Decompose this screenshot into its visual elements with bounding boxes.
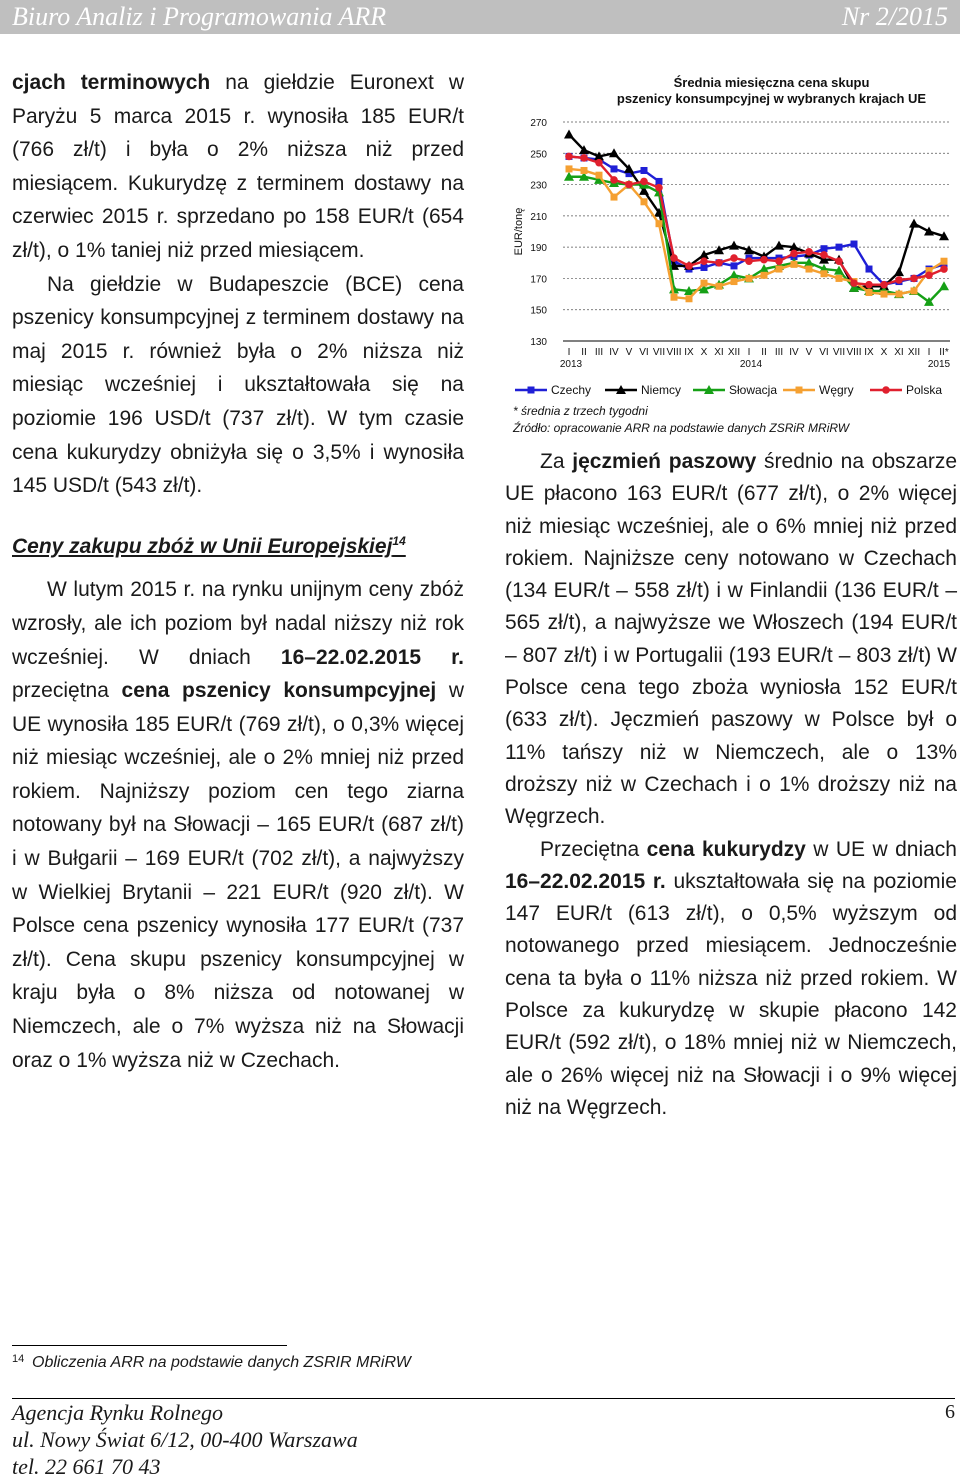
text-run: W lutym 2015 r. na rynku unijnym ceny zbóż wzrosły, ale ich poziom był nadal niższy niż rok wcześniej. W dniach [12, 578, 464, 669]
legend-label: Czechy [551, 383, 592, 397]
data-point [850, 279, 858, 287]
x-tick-label: VIII [666, 347, 682, 358]
x-tick-label: X [700, 347, 708, 358]
legend-label: Słowacja [729, 383, 778, 397]
data-point [685, 262, 693, 270]
data-point [909, 219, 919, 228]
data-point [581, 167, 588, 174]
section-title-text: Ceny zakupu zbóż w Unii Europejskiej [12, 534, 393, 558]
data-point [670, 254, 678, 262]
data-point [910, 275, 918, 283]
data-point [701, 264, 708, 271]
x-tick-label: IV [609, 347, 619, 358]
data-point [882, 386, 890, 394]
data-point [610, 176, 618, 184]
footnote-text: Obliczenia ARR na podstawie danych ZSRIR MRiRW [32, 1354, 411, 1371]
page-footer [12, 1399, 955, 1480]
data-point [729, 241, 739, 250]
data-point [851, 241, 858, 248]
x-tick-label: VIII [846, 347, 862, 358]
data-point [746, 275, 753, 282]
footer-phone: tel. 22 661 70 43 [12, 1454, 161, 1479]
data-point [894, 267, 904, 276]
issue-number: Nr 2/2015 [841, 2, 948, 31]
data-point [821, 245, 828, 252]
wheat-price-chart [505, 60, 960, 440]
data-point [731, 262, 738, 269]
data-point [791, 261, 798, 268]
paragraph-barley [505, 446, 957, 834]
x-tick-label: IV [789, 347, 799, 358]
data-point [835, 257, 843, 265]
footer-agency: Agencja Rynku Rolnego [12, 1400, 223, 1425]
data-point [655, 184, 663, 192]
data-point [821, 270, 828, 277]
y-tick-label: 210 [530, 211, 547, 223]
x-tick-label: VI [819, 347, 829, 358]
data-point [565, 153, 573, 161]
data-point [715, 259, 723, 267]
data-point [671, 294, 678, 301]
x-tick-label: V [805, 347, 813, 358]
header-title: Biuro Analiz i Programowania ARR [12, 2, 387, 31]
text-run: cjach terminowych [12, 71, 211, 94]
data-point [866, 266, 873, 273]
paragraph-euronext [12, 66, 464, 268]
x-tick-label: VII [652, 347, 666, 358]
data-point [820, 251, 828, 259]
data-point [836, 244, 843, 251]
page-header [0, 0, 960, 34]
footnote-ref: 14 [392, 533, 406, 548]
y-tick-label: 170 [530, 274, 547, 286]
x-tick-label: II [761, 347, 767, 358]
data-point [790, 250, 798, 258]
text-run: Przeciętna [540, 837, 647, 861]
data-point [776, 266, 783, 273]
data-point [656, 220, 663, 227]
footnote-divider [12, 1345, 287, 1346]
x-tick-label: III [594, 347, 604, 358]
text-run: cena pszenicy konsumpcyjnej [121, 679, 437, 703]
chart-svg [505, 60, 960, 440]
data-point [796, 387, 803, 394]
data-point [528, 387, 535, 394]
data-point [640, 178, 648, 186]
data-point [701, 280, 708, 287]
legend-label: Niemcy [641, 383, 682, 397]
data-point [836, 275, 843, 282]
footer-address: ul. Nowy Świat 6/12, 00-400 Warszawa [12, 1427, 358, 1452]
year-label: 2014 [739, 359, 763, 370]
series-line [569, 169, 944, 299]
data-point [731, 278, 738, 285]
legend-label: Polska [906, 383, 943, 397]
x-tick-label: XI [714, 347, 724, 358]
year-label: 2013 [559, 359, 583, 370]
left-column [12, 66, 464, 1077]
data-point [564, 130, 574, 139]
x-tick-label: II [581, 347, 587, 358]
right-column [505, 446, 957, 1124]
text-run: średnio na obszarze UE płacono 163 EUR/t (677 zł/t), o 2% więcej niż miesiąc wcześniej, ale o 6% mniej niż przed rokiem. Najniższe ceny notowano w Czechach (134 EUR/t – 558 zł/t) i w Finlandii (136 EUR/t – 565 zł/t), a najwyższe we Włoszech (194 EUR/t – 807 zł/t) i w Portugalii (193 EUR/t – 803 zł/t) W Polsce cena tego zboża wyniosła 152 EUR/t (633 zł/t). Jęczmień paszowy w Polsce był o 11% tańszy niż w Niemczech, ale o 13% droższy niż w Czechach i o 1% droższy niż na Węgrzech. [505, 450, 958, 829]
data-point [609, 148, 619, 157]
data-point [925, 272, 933, 280]
data-point [881, 291, 888, 298]
page-number: 6 [945, 1401, 955, 1423]
chart-title: pszenicy konsumpcyjnej w wybranych krajach UE [616, 91, 927, 106]
paragraph-wheat [12, 573, 464, 1077]
data-point [895, 276, 903, 284]
data-point [700, 257, 708, 265]
text-run: w UE w dniach [805, 837, 957, 861]
x-tick-label: IX [684, 347, 694, 358]
y-tick-label: 130 [530, 337, 547, 348]
data-point [595, 159, 603, 167]
paragraph-budapest: Na giełdzie w Budapeszcie (BCE) cena pszenicy konsumpcyjnej z terminem dostawy na maj 2015 r. również była o 2% niższa niż miesiąc wcześniej i ukształtowała się na poziomie 196 USD/t (737 zł/t). W tym czasie cena kukurydzy obniżyła się o 3,5% i wynosiła 145 USD/t (543 zł/t). [12, 272, 464, 498]
text-run: Za [540, 450, 573, 473]
data-point [865, 281, 873, 289]
chart-note: Źródło: opracowanie ARR na podstawie danych ZSRiR MRiRW [513, 421, 850, 435]
chart-title: Średnia miesięczna cena skupu [673, 75, 870, 90]
x-tick-label: XII [727, 347, 741, 358]
chart-note: * średnia z trzech tygodni [513, 404, 648, 418]
y-axis-label: EUR/tonę [513, 207, 525, 256]
data-point [939, 281, 949, 290]
data-point [775, 257, 783, 265]
y-tick-label: 250 [530, 149, 547, 161]
text-run: w UE wynosiła 185 EUR/t (769 zł/t), o 0,3% więcej niż miesiąc wcześniej, ale o 2% mniej niż przed rokiem. Najniższy poziom cen tego ziarna notowany był na Słowacji – 165 EUR/t (687 zł/t) i w Bułgarii – 169 EUR/t (702 zł/t), a najwyższy w Wielkiej Brytanii – 221 EUR/t (920 zł/t). W Polsce cena pszenicy wynosiła 177 EUR/t (737 zł/t). Cena skupu pszenicy konsumpcyjnej w kraju była o 8% niższa od notowanej w Niemczech, ale o 7% wyższa niż na Słowacji oraz o 1% wyższa niż w Czechach. [12, 679, 464, 1072]
section-title [12, 525, 464, 564]
x-tick-label: I [927, 347, 931, 358]
data-point [760, 256, 768, 264]
y-tick-label: 270 [530, 118, 547, 129]
series-line [569, 135, 944, 288]
data-point [611, 165, 618, 172]
x-tick-label: V [625, 347, 633, 358]
series-line [569, 156, 944, 284]
x-tick-label: VII [832, 347, 846, 358]
y-tick-label: 230 [530, 180, 547, 192]
data-point [896, 291, 903, 298]
footnote-number: 14 [12, 1353, 25, 1365]
footnote [12, 1352, 482, 1374]
text-run: cena kukurydzy [646, 837, 806, 861]
data-point [806, 266, 813, 273]
legend-label: Węgry [819, 383, 854, 397]
data-point [866, 289, 873, 296]
text-run: ukształtowała się na poziomie 147 EUR/t (613 zł/t), o 0,5% wyższym od notowanego przed miesiącem. Jednocześnie cena ta była o 11% niższa niż przed rokiem. W Polsce za kukurydzę w skupie płacono 142 EUR/t (592 zł/t), o 18% mniej niż w Niemczech, ale o 26% więcej niż na Słowacji i o 9% więcej niż na Węgrzech. [505, 869, 957, 1119]
x-tick-label: XI [894, 347, 904, 358]
text-run: na giełdzie Euronext w Paryżu 5 marca 2015 r. wynosiła 185 EUR/t (766 zł/t) i była o 2% niższa niż przed miesiącem. Kukurydzę z terminem dostawy na czerwiec 2015 r. sprzedano po 158 EUR/t (654 zł/t), o 1% taniej niż przed miesiącem. [12, 71, 464, 262]
data-point [625, 181, 633, 189]
data-point [729, 270, 739, 279]
x-tick-label: II* [939, 347, 949, 358]
data-point [805, 248, 813, 256]
year-label: 2015 [927, 359, 951, 370]
data-point [745, 257, 753, 265]
data-point [580, 154, 588, 162]
data-point [941, 258, 948, 265]
text-run: 16–22.02.2015 r. [280, 645, 465, 669]
data-point [761, 272, 768, 279]
x-tick-label: XII [907, 347, 921, 358]
x-tick-label: X [880, 347, 888, 358]
data-point [940, 265, 948, 273]
x-tick-label: VI [639, 347, 649, 358]
x-tick-label: I [567, 347, 571, 358]
data-point [641, 198, 648, 205]
text-run: jęczmień paszowy [572, 450, 757, 473]
text-run: przeciętna [12, 679, 122, 703]
data-point [686, 295, 693, 302]
x-tick-label: I [747, 347, 751, 358]
data-point [641, 167, 648, 174]
y-tick-label: 190 [530, 243, 547, 255]
series-line [569, 156, 944, 284]
data-point [880, 281, 888, 289]
data-point [566, 165, 573, 172]
data-point [596, 172, 603, 179]
x-tick-label: III [774, 347, 784, 358]
paragraph-maize [505, 834, 957, 1125]
y-tick-label: 150 [530, 305, 547, 317]
data-point [611, 194, 618, 201]
text-run: 16–22.02.2015 r. [505, 869, 666, 893]
data-point [911, 287, 918, 294]
data-point [656, 178, 663, 185]
x-tick-label: IX [864, 347, 874, 358]
data-point [730, 254, 738, 262]
data-point [716, 283, 723, 290]
